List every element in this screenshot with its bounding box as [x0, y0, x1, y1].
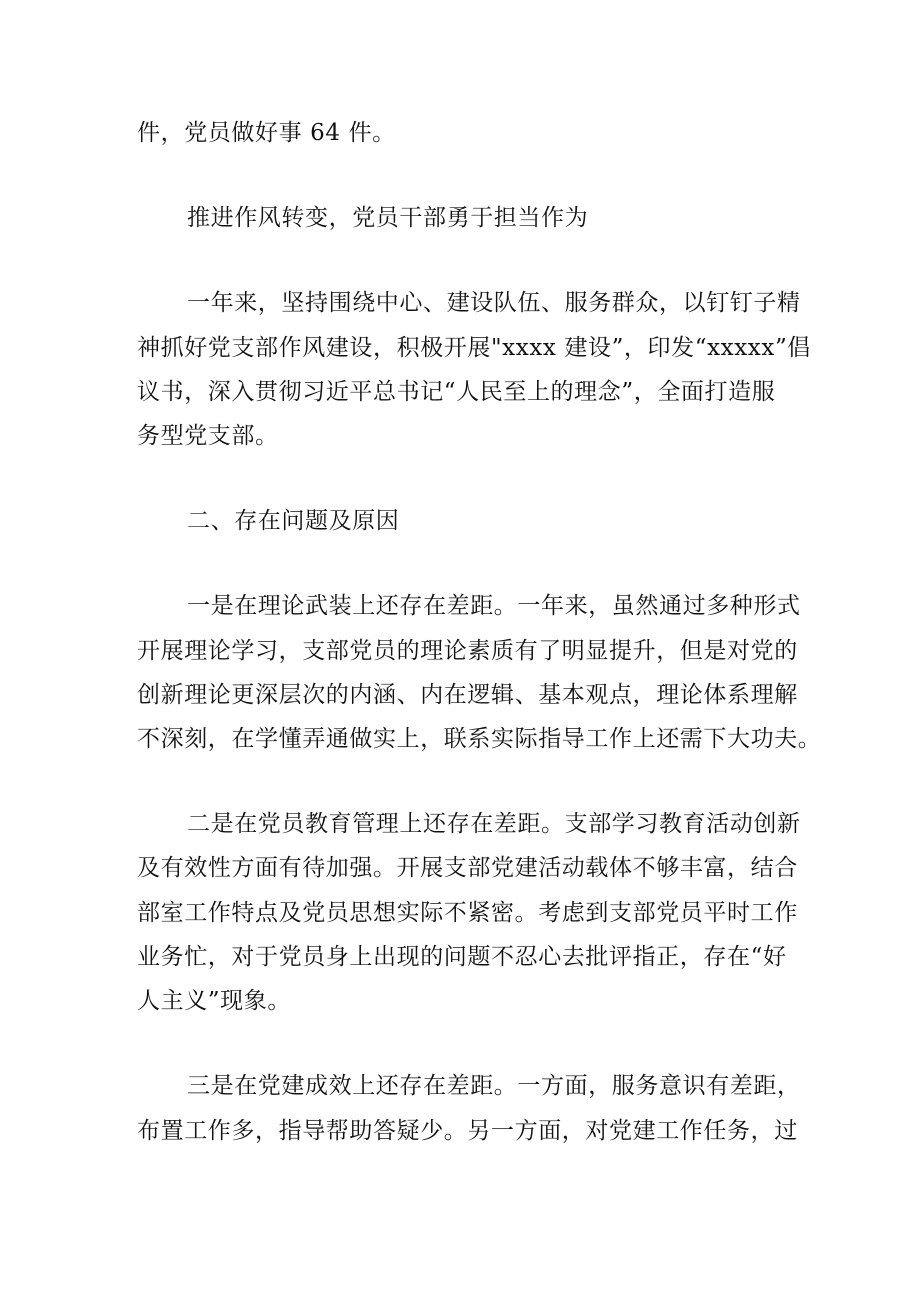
paragraph-line: 开展理论学习，支部党员的理论素质有了明显提升，但是对党的 — [137, 638, 798, 664]
paragraph-line: 三是在党建成效上还存在差距。一方面，服务意识有差距， — [187, 1073, 801, 1099]
paragraph-line: 二是在党员教育管理上还存在差距。支部学习教育活动创新 — [187, 811, 801, 837]
paragraph-line: 业务忙，对于党员身上出现的问题不忍心去批评指正，存在“好 — [137, 944, 787, 970]
paragraph-line: 人主义”现象。 — [137, 988, 291, 1014]
paragraph-line: 及有效性方面有待加强。开展支部党建活动载体不够丰富，结合 — [137, 855, 798, 881]
section-heading: 二、存在问题及原因 — [187, 508, 400, 534]
section-heading: 推进作风转变，党员干部勇于担当作为 — [187, 205, 589, 231]
paragraph-line: 神抓好党支部作风建设，积极开展"xxxx 建设”，印发“xxxxx”倡 — [137, 335, 811, 361]
paragraph-line: 务型党支部。 — [137, 423, 279, 449]
paragraph-line: 部室工作特点及党员思想实际不紧密。考虑到支部党员平时工作 — [137, 900, 798, 926]
paragraph-line: 件，党员做好事 64 件。 — [137, 120, 396, 146]
paragraph-line: 议书，深入贯彻习近平总书记“人民至上的理念”，全面打造服 — [137, 379, 776, 405]
paragraph-line: 不深刻，在学懂弄通做实上，联系实际指导工作上还需下大功夫。 — [137, 726, 822, 752]
paragraph-line: 布置工作多，指导帮助答疑少。另一方面，对党建工作任务，过 — [137, 1118, 798, 1144]
paragraph-line: 一年来，坚持围绕中心、建设队伍、服务群众，以钉钉子精 — [187, 290, 801, 316]
paragraph-line: 一是在理论武装上还存在差距。一年来，虽然通过多种形式 — [187, 593, 801, 619]
paragraph-line: 创新理论更深层次的内涵、内在逻辑、基本观点，理论体系理解 — [137, 682, 798, 708]
